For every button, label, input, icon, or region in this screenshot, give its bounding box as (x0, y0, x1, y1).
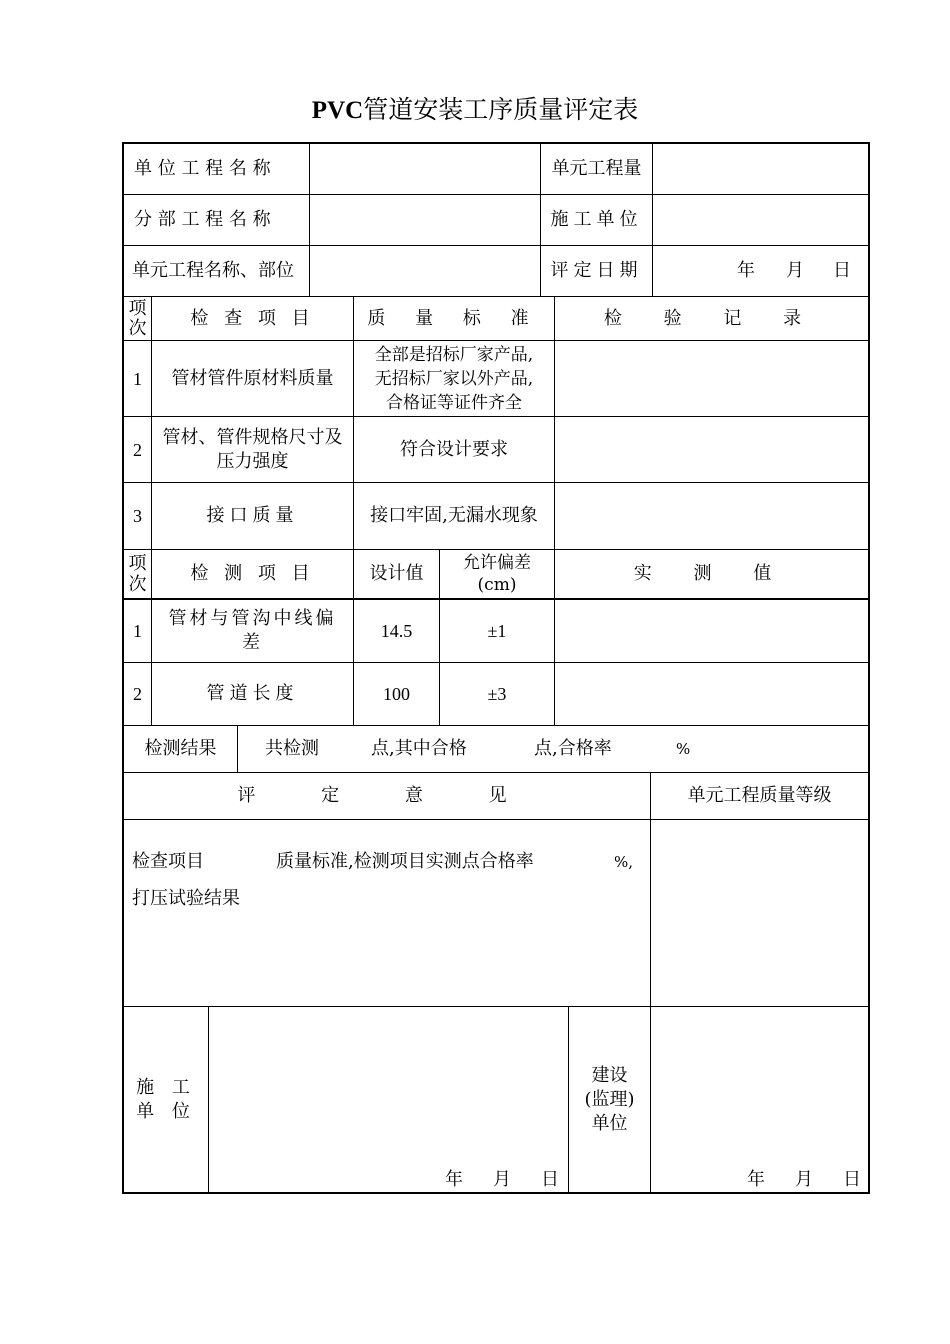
inspect-item: 管材管件原材料质量 (171, 367, 334, 389)
eval-line-1b: 质量标准,检测项目实测点合格率 (276, 851, 534, 872)
inspect-item-header: 检 查 项 目 (190, 307, 315, 329)
quality-standard: 接口牢固,无漏水现象 (370, 505, 538, 526)
construction-unit-field[interactable] (653, 195, 868, 245)
unit-quantity-field[interactable] (653, 144, 868, 194)
result-summary: 共检测 点,其中合格 点,合格率 % (265, 738, 691, 759)
row-number: 1 (133, 368, 142, 389)
row-number: 2 (133, 684, 142, 704)
unit-project-name-label: 单 位 工 程 名 称 (134, 158, 271, 179)
quality-grade-header: 单元工程质量等级 (687, 785, 832, 806)
quality-grade-field[interactable] (651, 820, 868, 1006)
page-title: PVC管道安装工序质量评定表 (311, 95, 639, 124)
inspection-record-field[interactable] (555, 483, 868, 549)
tolerance-header: 允许偏差 (cm) (463, 553, 531, 595)
evaluation-opinion-field[interactable] (124, 820, 650, 1006)
actual-value-field[interactable] (555, 663, 868, 725)
inspect-item: 管材、管件规格尺寸及 压力强度 (162, 426, 343, 472)
construction-unit-label: 施工单位 (550, 209, 643, 230)
tolerance-value: ±3 (487, 684, 507, 704)
date-year: 年 (737, 260, 755, 281)
sub-project-name-field[interactable] (310, 195, 540, 245)
unit-quantity-label: 单元工程量 (551, 158, 642, 179)
inspection-record-field[interactable] (555, 341, 868, 416)
construction-signature-field[interactable]: 年 月 日 (445, 1169, 559, 1190)
quality-standard: 符合设计要求 (400, 438, 508, 460)
actual-value-field[interactable] (555, 600, 868, 662)
quality-standard-header: 质 量 标 准 (367, 307, 541, 329)
result-label: 检测结果 (144, 738, 217, 759)
eval-date-label: 评定日期 (550, 260, 643, 281)
measure-item-header: 检 测 项 目 (190, 563, 315, 584)
unit-project-name-field[interactable] (310, 144, 540, 194)
date-day: 日 (833, 260, 851, 281)
unit-name-location-field[interactable] (310, 246, 540, 296)
evaluation-opinion-header: 评 定 意 见 (237, 785, 537, 806)
row-number: 3 (133, 506, 142, 526)
owner-supervisor-sign-label: 建设 (监理) 单位 (584, 1064, 635, 1134)
unit-name-location-label: 单元工程名称、部位 (132, 260, 294, 281)
design-value: 100 (383, 684, 410, 704)
inspect-item: 接口质量 (206, 505, 299, 526)
date-month: 月 (786, 260, 804, 281)
row-number: 2 (133, 439, 142, 460)
eval-line-1a: 检查项目 (132, 851, 204, 872)
inspection-record-header: 检 验 记 录 (603, 307, 820, 329)
index-column-header: 项 次 (128, 297, 147, 339)
construction-unit-sign-label: 施 工 单 位 (136, 1076, 196, 1122)
index-column-header: 项 次 (128, 553, 147, 595)
design-value-header: 设计值 (369, 563, 424, 584)
row-number: 1 (133, 621, 142, 641)
actual-value-header: 实 测 值 (633, 563, 790, 584)
measure-item: 管材与管沟中线偏 差 (168, 608, 337, 653)
quality-standard: 全部是招标厂家产品, 无招标厂家以外产品, 合格证等证件齐全 (374, 344, 534, 413)
owner-signature-field[interactable]: 年 月 日 (747, 1169, 861, 1190)
inspection-record-field[interactable] (555, 417, 868, 482)
tolerance-value: ±1 (487, 621, 507, 641)
eval-line-2: 打压试验结果 (132, 888, 240, 909)
sub-project-name-label: 分 部 工 程 名 称 (134, 209, 271, 230)
eval-date-field[interactable] (653, 246, 868, 296)
measure-item: 管道长度 (206, 683, 299, 704)
eval-line-1c: %, (614, 853, 634, 871)
design-value: 14.5 (380, 621, 413, 641)
